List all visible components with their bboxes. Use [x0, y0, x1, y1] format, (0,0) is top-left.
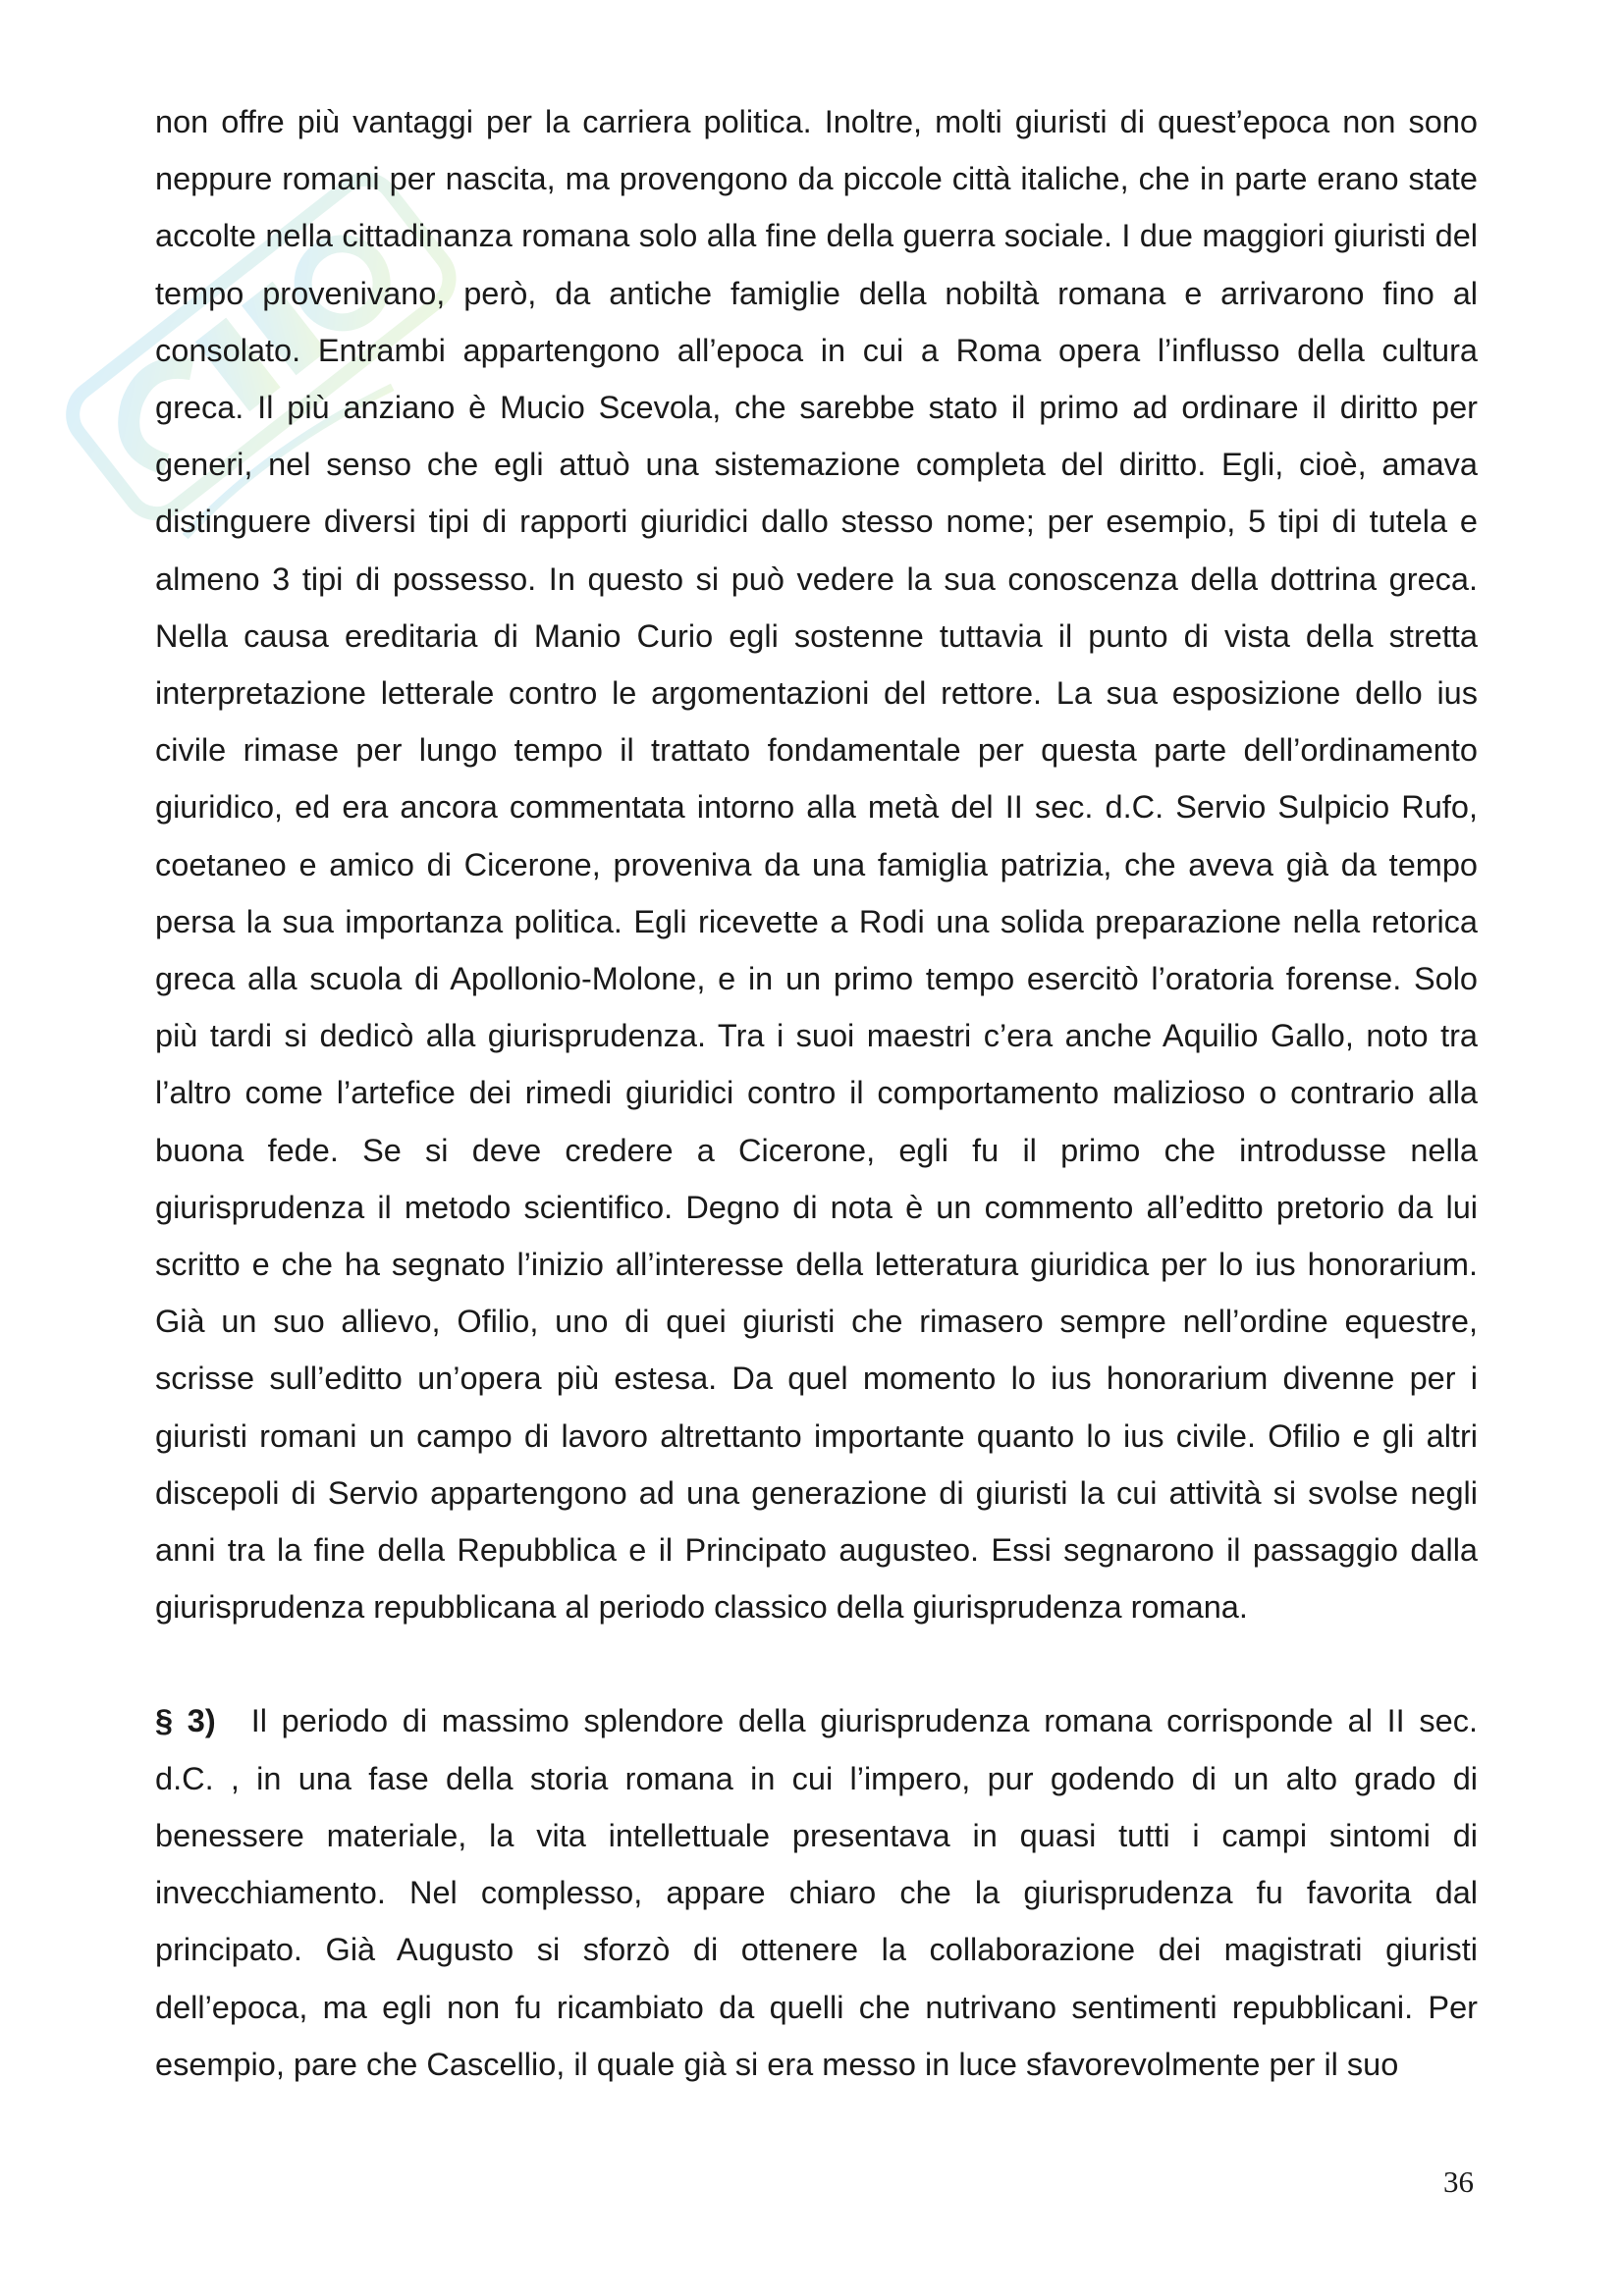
- section-heading: § 3): [155, 1703, 216, 1739]
- section-paragraph: [155, 1692, 1478, 2092]
- paragraph: non offre più vantaggi per la carriera politica. Inoltre, molti giuristi di quest’epoca non sono neppure romani per nascita, ma provengono da piccole città italiche, che in parte erano state accolte nella cittadinanza romana solo alla fine della guerra sociale. I due maggiori giuristi del tempo provenivano, però, da antiche famiglie della nobiltà romana e arrivarono fino al consolato. Entrambi appartengono all’epoca in cui a Roma opera l’influsso della cultura greca. Il più anziano è Mucio Scevola, che sarebbe stato il primo ad ordinare il diritto per generi, nel senso che egli attuò una sistemazione completa del diritto. Egli, cioè, amava distinguere diversi tipi di rapporti giuridici dallo stesso nome; per esempio, 5 tipi di tutela e almeno 3 tipi di possesso. In questo si può vedere la sua conoscenza della dottrina greca. Nella causa ereditaria di Manio Curio egli sostenne tuttavia il punto di vista della stretta interpretazione letterale contro le argomentazioni del rettore. La sua esposizione dello ius civile rimase per lungo tempo il trattato fondamentale per questa parte dell’ordinamento giuridico, ed era ancora commentata intorno alla metà del II sec. d.C. Servio Sulpicio Rufo, coetaneo e amico di Cicerone, proveniva da una famiglia patrizia, che aveva già da tempo persa la sua importanza politica. Egli ricevette a Rodi una solida preparazione nella retorica greca alla scuola di Apollonio-Molone, e in un primo tempo esercitò l’oratoria forense. Solo più tardi si dedicò alla giurisprudenza. Tra i suoi maestri c’era anche Aquilio Gallo, noto tra l’altro come l’artefice dei rimedi giuridici contro il comportamento malizioso o contrario alla buona fede. Se si deve credere a Cicerone, egli fu il primo che introdusse nella giurisprudenza il metodo scientifico. Degno di nota è un commento all’editto pretorio da lui scritto e che ha segnato l’inizio all’interesse della letteratura giuridica per lo ius honorarium. Già un suo allievo, Ofilio, uno di quei giuristi che rimasero sempre nell’ordine equestre, scrisse sull’editto un’opera più estesa. Da quel momento lo ius honorarium divenne per i giuristi romani un campo di lavoro altrettanto importante quanto lo ius civile. Ofilio e gli altri discepoli di Servio appartengono ad una generazione di giuristi la cui attività si svolse negli anni tra la fine della Repubblica e il Principato augusteo. Essi segnarono il passaggio dalla giurisprudenza repubblicana al periodo classico della giurisprudenza romana.: [155, 104, 1478, 1626]
- paragraph-text: Il periodo di massimo splendore della giurisprudenza romana corrisponde al II sec. d.C. , in una fase della storia romana in cui l’impero, pur godendo di un alto grado di benessere materiale, la vita intellettuale presentava in quasi tutti i campi sintomi di invecchiamento. Nel complesso, appare chiaro che la giurisprudenza fu favorita dal principato. Già Augusto si sforzò di ottenere la collaborazione dei magistrati giuristi dell’epoca, ma egli non fu ricambiato da quelli che nutrivano sentimenti repubblicani. Per esempio, pare che Cascellio, il quale già si era messo in luce sfavorevolmente per il suo: [155, 1703, 1478, 2082]
- body-text: [155, 93, 1478, 2093]
- page-number: 36: [1443, 2164, 1474, 2199]
